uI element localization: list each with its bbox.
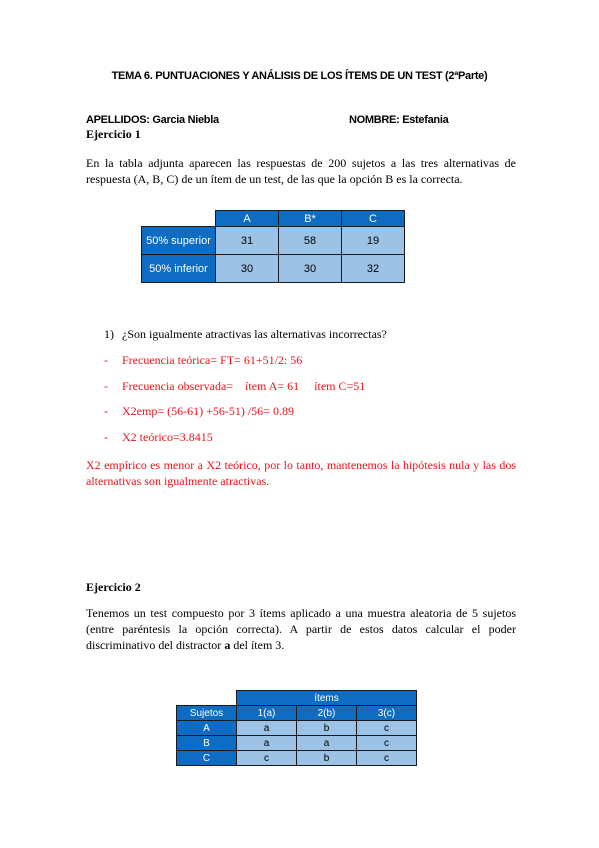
table-row bbox=[177, 721, 417, 736]
item-header: 1(a) bbox=[237, 706, 297, 721]
table-cell: 30 bbox=[279, 255, 342, 283]
list-dash: - bbox=[104, 379, 108, 393]
table-cell: 19 bbox=[342, 227, 405, 255]
table-cell: 58 bbox=[279, 227, 342, 255]
list-dash: - bbox=[104, 353, 108, 367]
row-label: 50% inferior bbox=[142, 255, 216, 283]
statement-text: Tenemos un test compuesto por 3 ítems aplicado a una muestra aleatoria de 5 sujetos (entre paréntesis la opción correcta). A partir de estos datos calcular el poder discriminativo del distractor bbox=[86, 606, 516, 652]
question-number: 1) bbox=[104, 327, 114, 341]
answer-line-2 bbox=[104, 379, 524, 395]
exercise-1-statement: En la tabla adjunta aparecen las respuestas de 200 sujetos a las tres alternativas de respuesta (A, B, C) de un ítem de un test, de las que la opción B es la correcta. bbox=[86, 156, 516, 186]
subject-label: C bbox=[177, 751, 237, 766]
answer-text: Frecuencia observada= ítem A= 61 ítem C=51 bbox=[122, 379, 366, 393]
subjects-header: Sujetos bbox=[177, 706, 237, 721]
conclusion-text: X2 empírico es menor a X2 teórico, por lo tanto, mantenemos la hipótesis nula y las dos alternativas son igualmente atractivas. bbox=[86, 458, 516, 488]
answer-line-3 bbox=[104, 404, 524, 420]
statement-emphasis: a bbox=[224, 638, 231, 652]
column-header-a: A bbox=[216, 211, 279, 227]
table-cell: c bbox=[237, 751, 297, 766]
responses-table bbox=[141, 210, 405, 283]
question-text: ¿Son igualmente atractivas las alternativas incorrectas? bbox=[122, 327, 387, 341]
table-corner bbox=[177, 691, 237, 706]
answer-text: X2emp= (56-61) +56-51) /56= 0.89 bbox=[122, 404, 294, 418]
list-dash: - bbox=[104, 404, 108, 418]
answer-line-4 bbox=[104, 430, 524, 446]
subject-label: B bbox=[177, 736, 237, 751]
exercise-2-statement bbox=[86, 605, 516, 653]
answer-text: X2 teórico=3.8415 bbox=[122, 430, 213, 444]
answer-text: Frecuencia teórica= FT= 61+51/2: 56 bbox=[122, 353, 303, 367]
row-label: 50% superior bbox=[142, 227, 216, 255]
column-header-b: B* bbox=[279, 211, 342, 227]
subject-label: A bbox=[177, 721, 237, 736]
table-cell: 30 bbox=[216, 255, 279, 283]
items-table bbox=[176, 690, 417, 766]
exercise-2-heading: Ejercicio 2 bbox=[86, 580, 141, 594]
items-group-header: ítems bbox=[237, 691, 417, 706]
table-row bbox=[142, 227, 405, 255]
column-header-c: C bbox=[342, 211, 405, 227]
statement-text-end: del ítem 3. bbox=[230, 638, 285, 652]
table-cell: 31 bbox=[216, 227, 279, 255]
table-cell: a bbox=[237, 721, 297, 736]
item-header: 2(b) bbox=[297, 706, 357, 721]
exercise-1-heading: Ejercicio 1 bbox=[86, 127, 141, 141]
table-corner bbox=[142, 211, 216, 227]
table-row bbox=[177, 751, 417, 766]
table-row bbox=[177, 736, 417, 751]
name-label: NOMBRE: Estefania bbox=[349, 114, 449, 126]
item-header: 3(c) bbox=[357, 706, 417, 721]
table-cell: b bbox=[297, 751, 357, 766]
document-title: TEMA 6. PUNTUACIONES Y ANÁLISIS DE LOS ÍTEMS DE UN TEST (2ªParte) bbox=[111, 70, 488, 82]
table-cell: c bbox=[357, 721, 417, 736]
table-cell: a bbox=[237, 736, 297, 751]
table-cell: c bbox=[357, 751, 417, 766]
table-cell: 32 bbox=[342, 255, 405, 283]
table-row bbox=[142, 255, 405, 283]
surname-label: APELLIDOS: Garcia Niebla bbox=[86, 114, 219, 126]
table-cell: b bbox=[297, 721, 357, 736]
table-cell: c bbox=[357, 736, 417, 751]
answer-line-1 bbox=[104, 353, 524, 369]
table-cell: a bbox=[297, 736, 357, 751]
list-dash: - bbox=[104, 430, 108, 444]
